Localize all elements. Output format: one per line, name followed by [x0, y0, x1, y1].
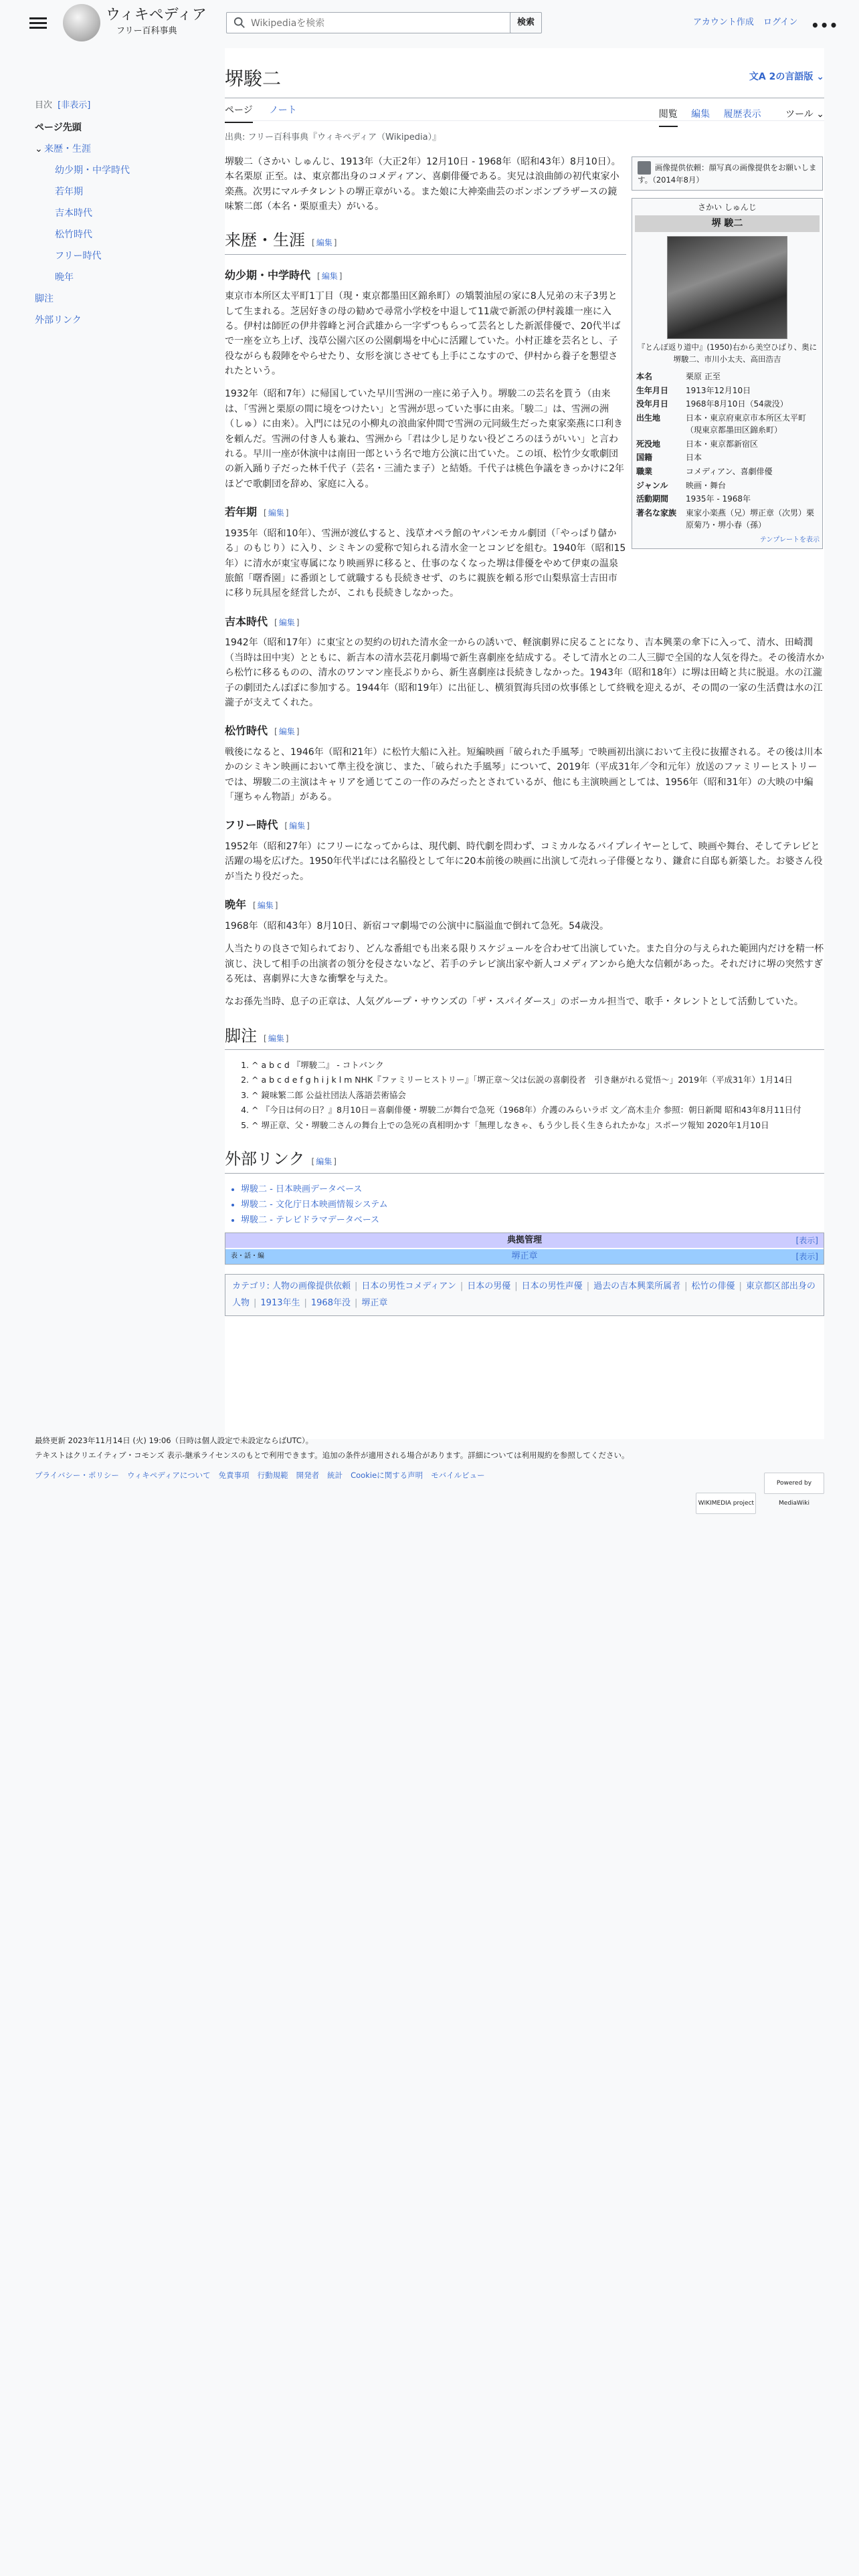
infobox-table: [635, 370, 820, 532]
footer-badges: [690, 1473, 824, 1514]
category-link[interactable]: 東京都区部出身の人物: [232, 1281, 816, 1308]
heading-shochiku-text: 松竹時代: [225, 724, 268, 738]
user-links: [693, 16, 804, 30]
infobox-key: 国籍: [636, 453, 653, 463]
category-link[interactable]: 堺正章: [361, 1297, 388, 1308]
infobox-value: 1935年 - 1968年: [686, 494, 751, 504]
image-request-notice: [632, 156, 823, 191]
language-button[interactable]: 文A 2の言語版 ⌄: [749, 72, 824, 82]
heading-notes: 脚注 [ 編集 ]: [225, 1026, 824, 1050]
category-separator: |: [514, 1281, 518, 1291]
notice-text: 画像提供依頼：顔写真の画像提供をお願いします。（2014年8月）: [638, 163, 817, 185]
toc-item-label: 晩年: [55, 272, 74, 283]
footer-link[interactable]: Cookieに関する声明: [351, 1470, 423, 1480]
source-note: 出典: フリー百科事典『ウィキペディア（Wikipedia）』: [225, 132, 442, 142]
heading-young-text: 若年期: [225, 506, 258, 519]
infobox-row: [635, 465, 820, 479]
footer-link[interactable]: モバイルビュー: [431, 1470, 485, 1480]
toc-item-label: 松竹時代: [55, 229, 92, 240]
childhood-paragraph-1: 東京市本所区太平町1丁目（現・東京都墨田区錦糸町）の矯製油屋の家に8人兄弟の末子3男として生まれる。芝居好きの母の勧めで尋常小学校を中退して11歳で新派の伊村義雄一座に入る。伊村は師匠の伊井蓉峰と河合武雄から一字ずつもらって芸名とした新派俳優で、20代半ばで一座を立ち上げ、浅草公園六区の公園劇場を中心に活躍していた。小村正雄を芸名とし、子役ながらも殺陣をやらせたり、女形を演じさせても上手にこなすので、伊村から養子を懇望されたという。: [225, 291, 621, 377]
reference-item: 5. ^ 堺正章、父・堺駿二さんの舞台上での急死の真相明かす「無理しなきゃ、もう少し長く生きられたかな」スポーツ報知 2020年1月10日: [252, 1118, 824, 1134]
infobox-value: コメディアン、喜劇俳優: [686, 467, 773, 477]
template-link[interactable]: テンプレートを表示: [759, 536, 820, 544]
toc-item[interactable]: [35, 160, 195, 181]
search-input[interactable]: [250, 15, 506, 31]
heading-late-text: 晩年: [225, 898, 247, 911]
article-body: [225, 123, 824, 1316]
lead-section: [225, 154, 626, 215]
infobox-photo[interactable]: [667, 236, 787, 339]
edit-link[interactable]: 編集: [289, 821, 306, 831]
toc-item-label: 脚注: [35, 293, 54, 304]
infobox: [632, 198, 823, 549]
category-link[interactable]: 過去の吉本興業所属者: [593, 1281, 681, 1291]
category-link[interactable]: 松竹の俳優: [691, 1281, 735, 1291]
wordmark-text: ウィキペディア: [106, 7, 207, 23]
toc-item-label: 吉本時代: [55, 207, 92, 219]
navbox-authority-label: 典拠管理: [506, 1235, 542, 1245]
infobox-row: [635, 384, 820, 398]
late-paragraph-1: 1968年（昭和43年）8月10日、新宿コマ劇場での公演中に脳溢血で倒れて急死。54歳没。: [225, 920, 609, 932]
category-link[interactable]: 1968年没: [310, 1297, 351, 1308]
category-separator: |: [684, 1281, 688, 1291]
infobox-row: [635, 479, 820, 493]
tab-page[interactable]: ページ: [225, 99, 253, 123]
navbox-authority: [225, 1232, 824, 1265]
search-box: [226, 12, 541, 33]
heading-childhood-text: 幼少期・中学時代: [225, 268, 311, 282]
infobox-value: 日本・東京府東京市本所区太平町（現東京都墨田区錦糸町）: [686, 413, 807, 435]
yoshimoto-paragraph: 1942年（昭和17年）に東宝との契約の切れた清水金一からの誘いで、軽演劇界に戻ることになり、吉本興業の傘下に入って、清水、田崎潤（当時は田中実）とともに、新吉本の清水芸花月劇場で新生喜劇座を結成する。そして清水との二人三脚で全国的な人気を得た。その後清水から松竹に移るものの、清水のワンマン座長ぶりから、新生喜劇座は長続きしなかった。1943年（昭和18年）に堺は田崎と共に脱退。水の江瀧子の劇団たんぽぽに参加する。1944年（昭和19年）に出征し、横須賀海兵団の炊事係として終戦を迎えるが、その間の一家の生活費は水の江瀧子が支えてくれた。: [225, 637, 824, 708]
external-link[interactable]: • 堺駿二 - 文化庁日本映画情報システム: [241, 1197, 824, 1212]
tabs-divider: [225, 120, 824, 121]
infobox-row: [635, 411, 820, 437]
navbox-family-label[interactable]: 堺正章: [511, 1251, 538, 1261]
infobox-key: 死没地: [636, 439, 661, 449]
category-separator: |: [354, 1297, 358, 1308]
infobox-value: 日本: [686, 453, 702, 463]
category-links: [225, 1274, 824, 1316]
edit-link[interactable]: 編集: [321, 271, 338, 281]
reference-item: 1. ^ a b c d 『堺駿二』 - コトバンク: [252, 1058, 824, 1073]
infobox-row: [635, 451, 820, 465]
category-separator: |: [739, 1281, 742, 1291]
toc-item[interactable]: [35, 224, 195, 245]
main-content: [225, 48, 824, 1439]
category-separator: |: [586, 1281, 590, 1291]
infobox-name: 堺 駿二: [635, 215, 820, 233]
mediawiki-badge[interactable]: Powered by MediaWiki: [764, 1473, 824, 1494]
page-footer: [35, 1434, 824, 1507]
toc-item-label: 若年期: [55, 186, 83, 197]
heading-free-text: フリー時代: [225, 819, 278, 832]
edit-link[interactable]: 編集: [278, 727, 295, 737]
toc-header: [35, 99, 195, 113]
category-link[interactable]: 日本の男性コメディアン: [361, 1281, 456, 1291]
infobox-row: [635, 370, 820, 384]
category-link[interactable]: 1913年生: [260, 1297, 300, 1308]
license-text: テキストはクリエイティブ・コモンズ 表示-継承ライセンスのもとで利用できます。追加の条件が適用される場合があります。詳細については利用規約を参照してください。: [35, 1450, 630, 1460]
young-paragraph: 1935年（昭和10年）、雪洲が渡仏すると、浅草オペラ館のヤパンモカル劇団（「やっぱり儲かる」のもじり）に入り、シミキンの愛称で知られる清水金一とコンビを組む。1940年（昭和15年）に清水が東宝専属になり映画界に移ると、仕事のなくなった堺は俳優をやめて伊東の温泉旅館「曙香園」に番頭として就職するも長続きせず、のちに親族を頼る形で山梨県富士吉田市に移り玩具屋を経営したが、これも長続きしなかった。: [225, 528, 626, 599]
camera-icon: [638, 161, 651, 175]
infobox-row: [635, 492, 820, 506]
translate-icon: 文A: [749, 72, 769, 82]
page-title: 堺駿二: [225, 68, 282, 90]
toc-item[interactable]: [35, 267, 195, 288]
heading-yoshimoto-text: 吉本時代: [225, 615, 268, 628]
navbox-authority-title[interactable]: [225, 1233, 824, 1248]
category-separator: |: [460, 1281, 464, 1291]
reference-item: 4. ^ 『今日は何の日？』8月10日＝喜劇俳優・堺駿二が舞台で急死（1968年）介護のみらいラボ 文／高木圭介 参照：朝日新聞 昭和43年8月11日付: [252, 1103, 824, 1118]
footer-link[interactable]: 免責事項: [218, 1470, 250, 1480]
edit-link[interactable]: 編集: [278, 617, 295, 627]
category-link[interactable]: 日本の男性声優: [521, 1281, 583, 1291]
edit-link[interactable]: 編集: [268, 508, 284, 518]
main-menu-button[interactable]: [29, 15, 47, 32]
infobox-key: ジャンル: [636, 480, 668, 490]
category-list: [232, 1281, 816, 1308]
heading-external-links-text: 外部リンク: [225, 1150, 305, 1169]
category-link[interactable]: 人物の画像提供依頼: [272, 1281, 351, 1291]
navbox-show-toggle[interactable]: [表示]: [795, 1235, 818, 1245]
infobox-value: 栗原 正至: [686, 371, 721, 381]
heading-external-links: 外部リンク [ 編集 ]: [225, 1149, 824, 1173]
categories-label[interactable]: カテゴリ:: [232, 1281, 270, 1291]
toc-list: [35, 117, 195, 331]
free-paragraph: 1952年（昭和27年）にフリーになってからは、現代劇、時代劇を問わず、コミカルなるバイプレイヤーとして、映画や舞台、そしてテレビと活躍の場を広げた。1950年代半ばには名脇役として年に20本前後の映画に出演して売れっ子俳優となり、鎌倉に自邸も新築した。お婆さん役が当たり役だった。: [225, 841, 823, 882]
last-edited: 最終更新 2023年11月14日 (火) 19:06（日時は個人設定で未設定ならばUTC）。: [35, 1436, 314, 1445]
childhood-paragraph-2: 1932年（昭和7年）に帰国していた早川雪洲の一座に弟子入り。堺駿二の芸名を貰う（由来は、「雪洲と栗原の間に境をつけたい」と雪洲が思っていた事に由来。「駿二」は、雪洲の洲（しゅ）に由来）。入門には兄の小柳丸の浪曲家仲間で雪洲の元同級生だった東家楽燕に口利きを頼んだ。雪洲の付き人も兼ね、雪洲から「君は少し足りない役どころのほうがいい」と言われる。早川一座が休演中は南田一郎という名で地方公演に出ていた。この頃、松竹少女歌劇団の新入踊り子だった林千代子（芸名・三浦たま子）と結婚。千代子は桃色争議をきっかけに2年ほどで歌劇団を辞め、家庭に入る。: [225, 389, 624, 490]
infobox-row: [635, 437, 820, 451]
infobox-kana: さかい しゅんじ: [698, 203, 757, 212]
infobox-value: 1913年12月10日: [686, 385, 751, 395]
tab-read[interactable]: 閲覧: [659, 103, 678, 127]
infobox-key: 活動期間: [636, 494, 669, 504]
more-options-icon[interactable]: •••: [811, 17, 839, 33]
edit-link[interactable]: 編集: [316, 238, 332, 248]
toc-item-label: 来歴・生涯: [44, 143, 91, 154]
category-separator: |: [355, 1281, 358, 1291]
heading-yoshimoto: 吉本時代 [ 編集 ]: [225, 615, 300, 628]
toc-item[interactable]: [35, 117, 195, 138]
toc-item[interactable]: [35, 245, 195, 267]
create-account-link[interactable]: アカウント作成: [693, 17, 754, 27]
search-button[interactable]: 検索: [510, 12, 542, 33]
external-links-list: [225, 1182, 824, 1228]
external-link[interactable]: • 堺駿二 - 日本映画データベース: [241, 1182, 824, 1197]
toc-item-label: フリー時代: [55, 250, 102, 261]
footer-link[interactable]: 行動規範: [257, 1470, 288, 1480]
infobox-row: [635, 506, 820, 532]
login-link[interactable]: ログイン: [763, 17, 798, 27]
heading-career: 来歴・生涯 [ 編集 ]: [225, 230, 626, 254]
infobox-key: 出生地: [636, 413, 661, 423]
site-header: [0, 0, 859, 48]
toc-item[interactable]: [35, 181, 195, 203]
infobox-row: [635, 397, 820, 411]
table-of-contents: [35, 99, 195, 331]
tab-history[interactable]: 履歴表示: [723, 109, 761, 120]
navbox-show-toggle[interactable]: [表示]: [795, 1251, 818, 1261]
late-paragraph-3: なお孫先当時、息子の正章は、人気グループ・サウンズの「ザ・スパイダース」のボーカル担当で、歌手・タレントとして活動していた。: [225, 996, 803, 1008]
toc-item-label: 幼少期・中学時代: [55, 165, 130, 176]
shochiku-paragraph: 戦後になると、1946年（昭和21年）に松竹大船に入社。短編映画「破られた手風琴」で映画初出演において主役に抜擢される。その後は川本かのシミキン映画において準主役を演じ、また、「破られた手風琴」について、2019年（平成31年／令和元年）放送のファミリーヒストリーでは、堺駿二の主演はキャリアを通じてこの一作のみだったとされているが、他にも主演映画としては、1956年（昭和31年）の大映の中編「運ちゃん物語」がある。: [225, 746, 823, 803]
infobox-key: 本名: [636, 371, 653, 381]
toc-item[interactable]: [35, 138, 195, 160]
heading-free: フリー時代 [ 編集 ]: [225, 819, 310, 832]
namespace-tabs: [225, 99, 310, 123]
footer-link[interactable]: プライバシー・ポリシー: [35, 1470, 119, 1480]
lead-paragraph: 堺駿二（さかい しゅんじ、1913年（大正2年）12月10日 - 1968年（昭和43年）8月10日）。本名栗原 正至。は、東京都出身のコメディアン、喜劇俳優である。実兄は浪曲師の初代東家小楽燕。次男にマルチタレントの堺正章がいる。また娘に大神楽曲芸のボンボンブラザースの鏡味繁二郎（本名・栗原重夫）がいる。: [225, 156, 621, 212]
tagline-text: フリー百科事典: [116, 26, 177, 36]
toc-item[interactable]: [35, 203, 195, 224]
toc-item[interactable]: [35, 288, 195, 310]
heading-career-text: 来歴・生涯: [225, 231, 305, 250]
toc-item-label: ページ先頭: [35, 122, 82, 133]
footer-link[interactable]: 統計: [327, 1470, 343, 1480]
infobox-caption: 『とんぼ返り道中』(1950)右から美空ひばり、奥に堺駿二、市川小太夫、高田浩吉: [637, 342, 818, 364]
wikipedia-logo-icon[interactable]: [63, 4, 100, 41]
edit-link[interactable]: 編集: [268, 1033, 284, 1043]
wikimedia-badge[interactable]: WIKIMEDIA project: [696, 1493, 756, 1514]
tab-tools[interactable]: ツール ⌄: [775, 99, 824, 130]
edit-link[interactable]: 編集: [316, 1157, 332, 1167]
infobox-key: 職業: [636, 467, 653, 477]
infobox-key: 没年月日: [636, 399, 669, 409]
footer-link[interactable]: 開発者: [296, 1470, 320, 1480]
toc-item[interactable]: [35, 310, 195, 331]
heading-late: 晩年 [ 編集 ]: [225, 898, 278, 911]
search-icon: [233, 17, 246, 29]
infobox-key: 生年月日: [636, 385, 669, 395]
chevron-down-icon[interactable]: ⌄: [35, 143, 43, 154]
infobox-value: 1968年8月10日（54歳没）: [686, 399, 788, 409]
language-count: 2の言語版: [769, 72, 814, 82]
reference-item: 3. ^ 鏡味繁二郎 公益社団法人落語芸術協会: [252, 1088, 824, 1103]
category-link[interactable]: 日本の男優: [467, 1281, 511, 1291]
toc-hide-link[interactable]: [非表示]: [58, 100, 91, 110]
edit-link[interactable]: 編集: [257, 901, 274, 911]
infobox-value: 東家小楽燕（兄）堺正章（次男）栗原菊乃・堺小春（孫）: [686, 508, 815, 530]
toc-title: 目次: [35, 100, 53, 110]
tab-edit[interactable]: 編集: [691, 109, 710, 120]
infobox-value: 日本・東京都新宿区: [686, 439, 759, 449]
navbox-vte-links[interactable]: 表・話・編: [231, 1252, 264, 1260]
heading-shochiku: 松竹時代 [ 編集 ]: [225, 724, 300, 738]
heading-childhood: 幼少期・中学時代 [ 編集 ]: [225, 268, 343, 282]
category-separator: |: [304, 1297, 307, 1308]
tab-talk[interactable]: ノート: [269, 105, 297, 116]
navbox-family-title[interactable]: [225, 1249, 824, 1264]
heading-notes-text: 脚注: [225, 1026, 257, 1045]
late-paragraph-2: 人当たりの良さで知られており、どんな番組でも出来る限りスケジュールを合わせて出演していた。また自分の与えられた範囲内だけを精一杯演じ、決して相手の出演者の領分を侵さないなど、若手のテレビ演出家や新人コメディアンから絶大な信頼があった。それだけに堺の突然すぎる死は、喜劇界に大きな衝撃を与えた。: [225, 944, 824, 984]
infobox-value: 映画・舞台: [686, 480, 727, 490]
category-separator: |: [254, 1297, 257, 1308]
external-link[interactable]: • 堺駿二 - テレビドラマデータベース: [241, 1212, 824, 1228]
tools-label: ツール: [785, 109, 814, 120]
reference-item: 2. ^ a b c d e f g h i j k l m NHK『ファミリーヒストリー』「堺正章〜父は伝説の喜劇役者 引き継がれる覚悟〜」2019年（平成31年）1月14日: [252, 1073, 824, 1088]
references-list: [225, 1058, 824, 1134]
heading-young: 若年期 [ 編集 ]: [225, 506, 289, 519]
toc-item-label: 外部リンク: [35, 314, 82, 326]
infobox-key: 著名な家族: [636, 508, 677, 518]
footer-link[interactable]: ウィキペディアについて: [126, 1470, 211, 1480]
